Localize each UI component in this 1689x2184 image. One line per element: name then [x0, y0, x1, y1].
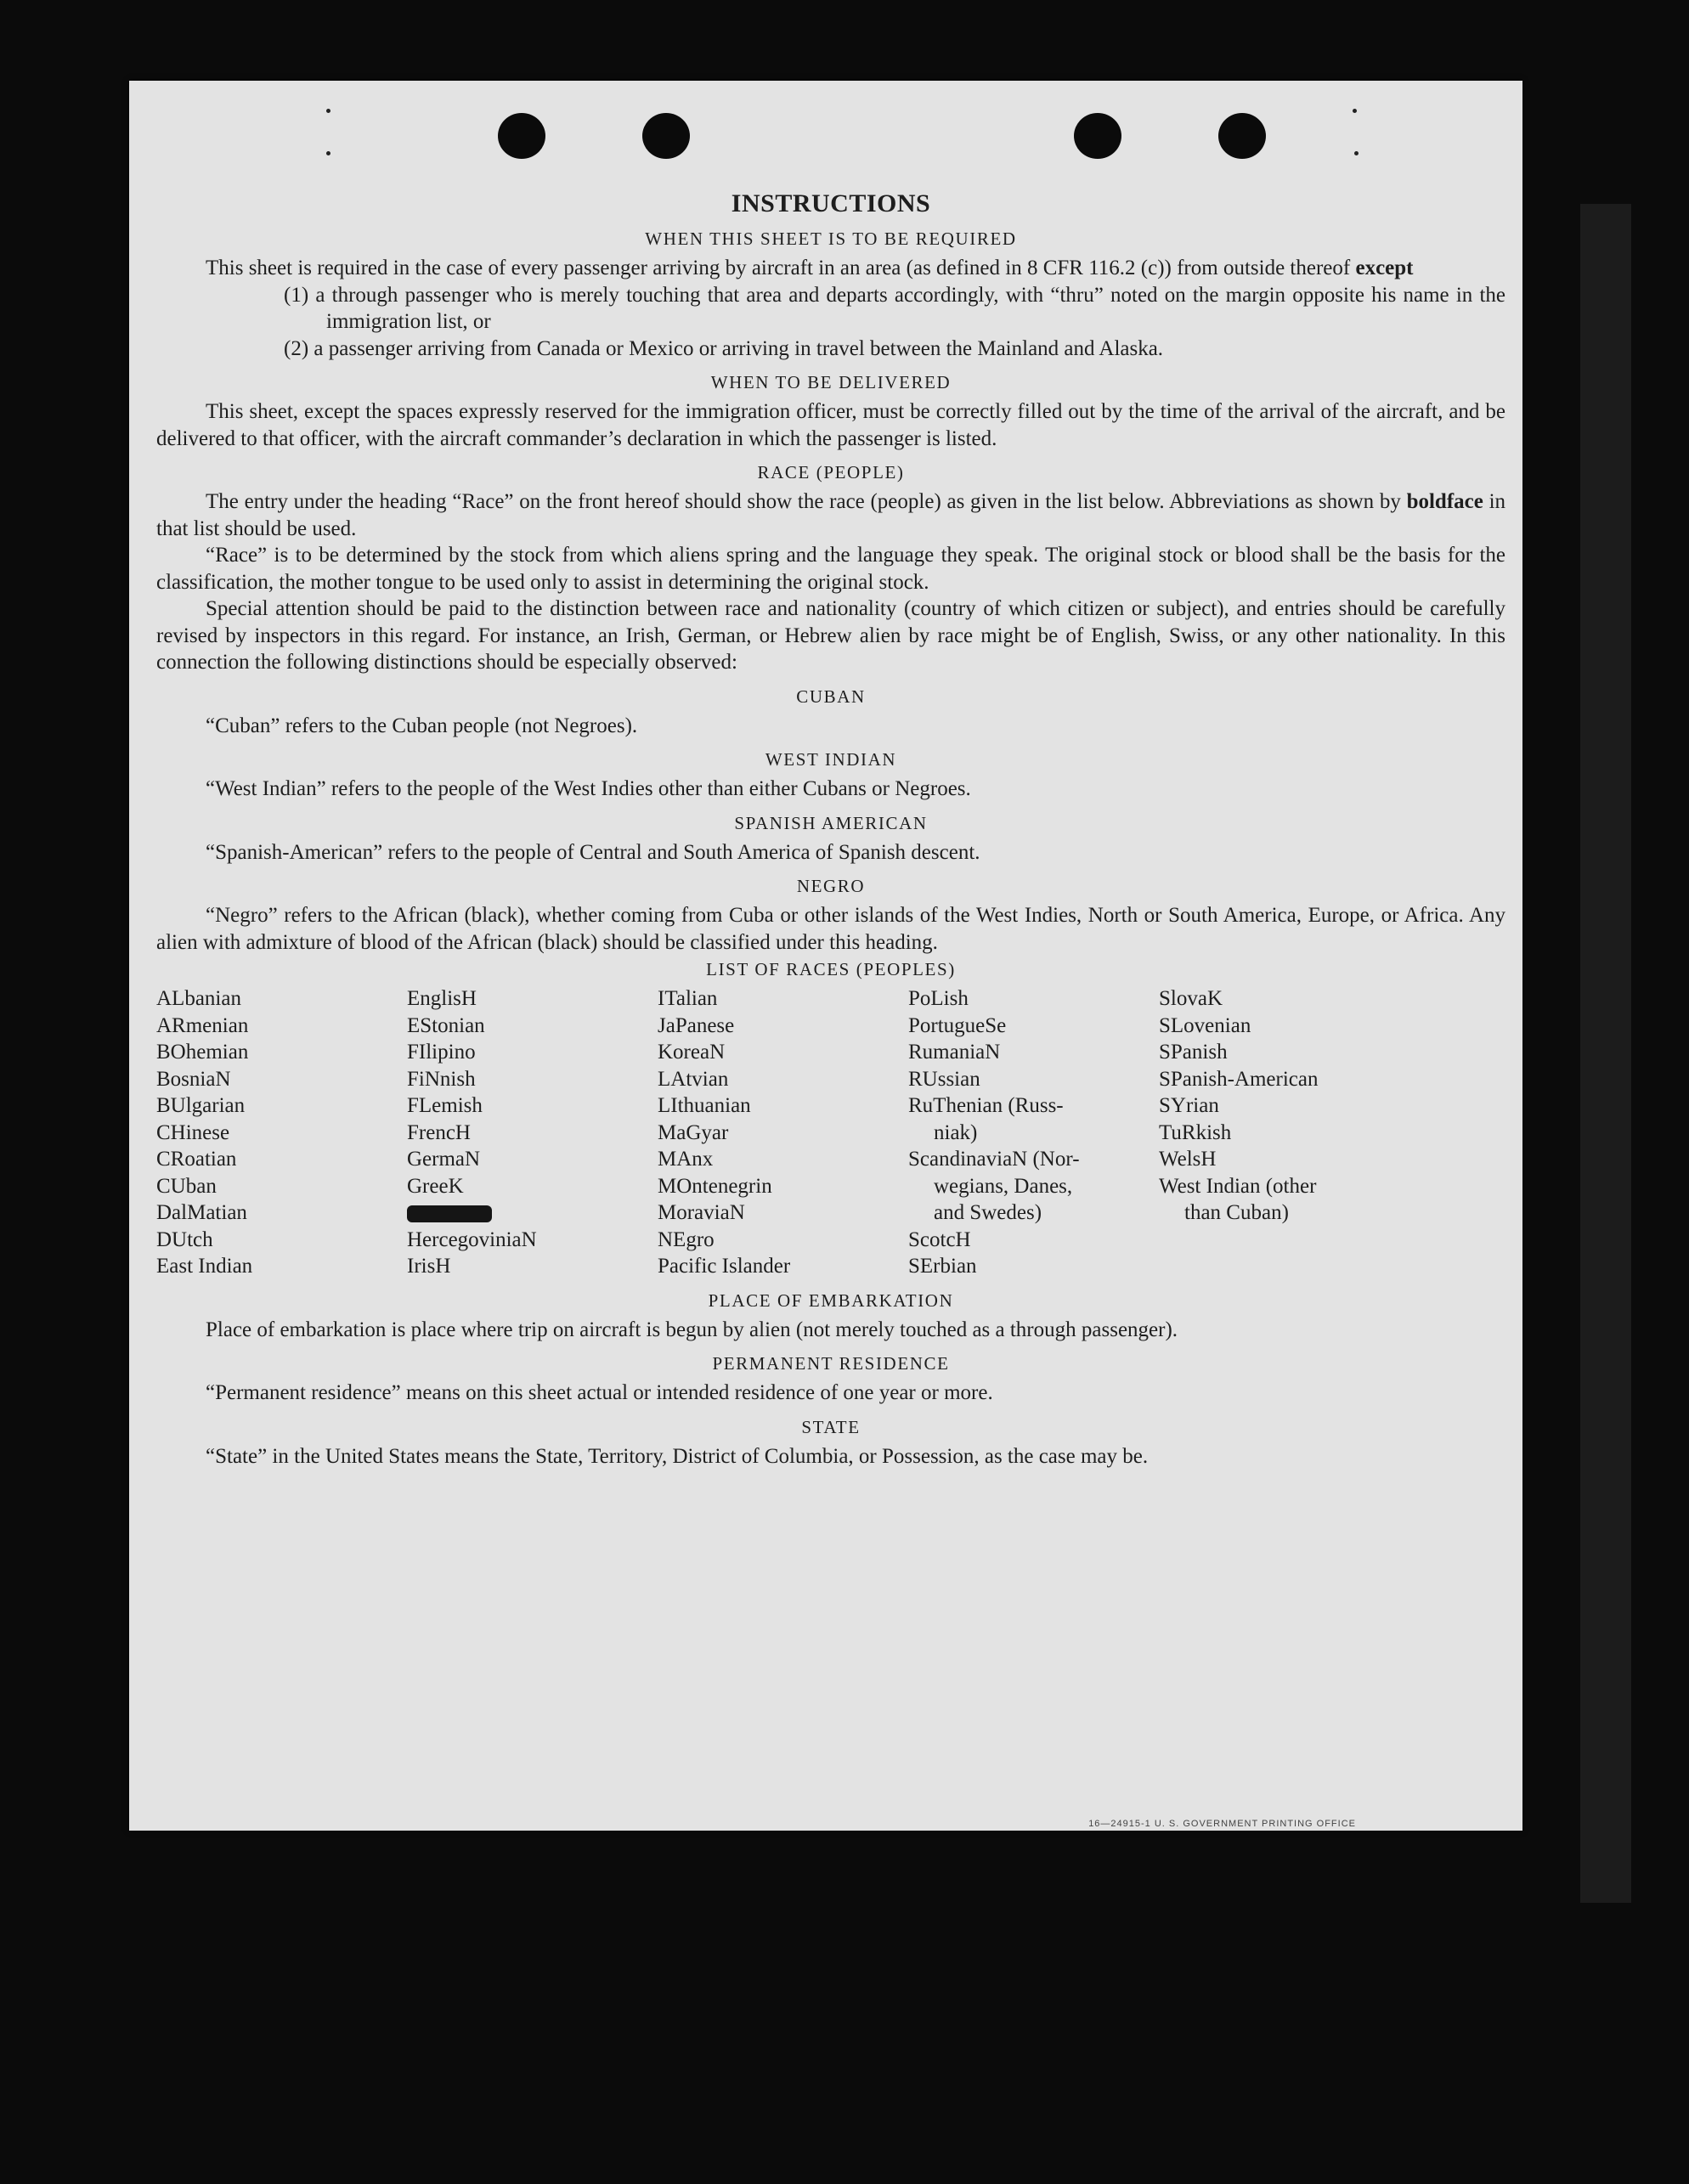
races-column-4: [908, 985, 1159, 1280]
race-entry: EStonian: [407, 1013, 485, 1037]
heading-embarkation: PLACE OF EMBARKATION: [708, 1290, 954, 1311]
race-entry-continued: than Cuban): [1184, 1201, 1289, 1224]
race-entry-continued: and Swedes): [934, 1201, 1042, 1224]
race-entry: Pacific Islander: [658, 1255, 791, 1278]
race-entry: RumaniaN: [908, 1041, 1001, 1064]
race-paragraph-3: Special attention should be paid to the distinction between race and nationality (country of which citizen or subject), and entries should be carefully revised by inspectors in this regard. For instance, an Irish, German, or Hebrew alien by race might be of English, Swiss, or any other nationality. In this connection the following distinctions should be especially observed:: [156, 597, 1505, 674]
required-intro: This sheet is required in the case of every passenger arriving by aircraft in an area (as defined in 8 CFR 116.2 (c)) from outside thereof except: [206, 257, 1414, 279]
race-entry: RuThenian (Russ-: [908, 1094, 1064, 1117]
race-entry: ITalian: [658, 987, 718, 1010]
race-paragraph-1: The entry under the heading “Race” on the front hereof should show the race (people) as given in the list below. Abbreviations as shown by boldface in that list should be used.: [156, 490, 1506, 540]
race-entry: HercegoviniaN: [407, 1227, 537, 1251]
exception-item: (2) a passenger arriving from Canada or Mexico or arriving in travel between the Mainland and Alaska.: [284, 336, 1164, 360]
race-entry: SErbian: [908, 1255, 977, 1278]
spanish-american-text: “Spanish-American” refers to the people of Central and South America of Spanish descent.: [206, 840, 980, 864]
race-entry-continued: niak): [934, 1120, 978, 1144]
race-entry: SlovaK: [1159, 987, 1223, 1010]
race-entry: JaPanese: [658, 1013, 735, 1037]
page-title: INSTRUCTIONS: [731, 189, 931, 217]
race-entry: ALbanian: [156, 987, 241, 1010]
punch-hole: [1074, 113, 1121, 159]
race-entry: RUssian: [908, 1067, 980, 1091]
state-text: “State” in the United States means the State, Territory, District of Columbia, or Possession, as the case may be.: [206, 1444, 1149, 1468]
race-entry: IrisH: [407, 1255, 451, 1278]
race-entry: SPanish: [1159, 1041, 1228, 1064]
race-entry: WelsH: [1159, 1148, 1217, 1171]
race-entry: DUtch: [156, 1227, 213, 1251]
races-column-5: [1159, 985, 1409, 1280]
race-paragraph-2: “Race” is to be determined by the stock from which aliens spring and the language they speak. The original stock or blood shall be the basis for the classification, the mother tongue to be used only to assist in determining the original stock.: [156, 544, 1505, 594]
races-column-1: [156, 985, 407, 1280]
race-entry: CUban: [156, 1174, 217, 1198]
race-entry: FrencH: [407, 1120, 471, 1144]
negro-text: “Negro” refers to the African (black), whether coming from Cuba or other islands of the West Indies, North or South America, Europe, or Africa. Any alien with admixture of blood of the African (black) should be classified under this heading.: [156, 904, 1505, 954]
race-entry: BUlgarian: [156, 1094, 246, 1117]
punch-hole: [498, 113, 545, 159]
required-exceptions: [156, 282, 1505, 363]
race-entry: EnglisH: [407, 987, 477, 1010]
heading-west-indian: WEST INDIAN: [765, 749, 897, 770]
race-entry: ScandinaviaN (Nor-: [908, 1148, 1080, 1171]
race-entry: LAtvian: [658, 1067, 729, 1091]
race-entry: BOhemian: [156, 1041, 249, 1064]
heading-list-of-races: LIST OF RACES (PEOPLES): [706, 959, 956, 979]
printer-imprint: 16—24915-1 U. S. GOVERNMENT PRINTING OFFICE: [1088, 1819, 1356, 1829]
heading-spanish-american: SPANISH AMERICAN: [734, 812, 928, 833]
race-entry: DalMatian: [156, 1201, 247, 1224]
embarkation-text: Place of embarkation is place where trip on aircraft is begun by alien (not merely touched as a through passenger).: [206, 1318, 1178, 1341]
heading-residence: PERMANENT RESIDENCE: [712, 1353, 950, 1374]
delivered-text: This sheet, except the spaces expressly reserved for the immigration officer, must be correctly filled out by the time of the arrival of the aircraft, and be delivered to that officer, with the aircraft commander’s declaration in which the passenger is listed.: [156, 400, 1505, 450]
ink-redaction: [407, 1205, 492, 1222]
speck: [1353, 109, 1357, 113]
speck: [326, 151, 330, 155]
exception-item: (1) a through passenger who is merely touching that area and departs accordingly, with “thru” noted on the margin opposite his name in the immigration list, or: [284, 283, 1505, 333]
race-entry: GreeK: [407, 1174, 464, 1198]
heading-required: WHEN THIS SHEET IS TO BE REQUIRED: [645, 229, 1017, 249]
race-entry: MoraviaN: [658, 1201, 745, 1224]
sheet-content: [156, 189, 1505, 1470]
races-column-2: [407, 985, 658, 1280]
race-entry: ScotcH: [908, 1227, 971, 1251]
race-entry: NEgro: [658, 1227, 715, 1251]
race-entry: FiNnish: [407, 1067, 476, 1091]
cuban-text: “Cuban” refers to the Cuban people (not Negroes).: [206, 714, 638, 737]
race-entry: SYrian: [1159, 1094, 1219, 1117]
heading-state: STATE: [801, 1416, 861, 1437]
race-entry: KoreaN: [658, 1041, 726, 1064]
race-entry: CHinese: [156, 1120, 230, 1144]
race-entry: LIthuanian: [658, 1094, 751, 1117]
race-entry: SLovenian: [1159, 1013, 1251, 1037]
scan-edge-strip: [1580, 204, 1631, 1903]
punch-hole: [642, 113, 690, 159]
races-list: [156, 985, 1505, 1280]
heading-negro: NEGRO: [796, 876, 866, 896]
race-entry: MOntenegrin: [658, 1174, 772, 1198]
heading-race: RACE (PEOPLE): [757, 462, 905, 483]
race-entry-continued: wegians, Danes,: [934, 1174, 1073, 1198]
race-entry: TuRkish: [1159, 1120, 1232, 1144]
race-entry: PoLish: [908, 987, 969, 1010]
race-entry: ARmenian: [156, 1013, 249, 1037]
race-entry: FLemish: [407, 1094, 483, 1117]
race-entry: FIlipino: [407, 1041, 476, 1064]
race-entry: MaGyar: [658, 1120, 729, 1144]
race-entry: PortugueSe: [908, 1013, 1007, 1037]
race-entry: MAnx: [658, 1148, 714, 1171]
west-indian-text: “West Indian” refers to the people of the West Indies other than either Cubans or Negroes.: [206, 777, 971, 800]
residence-text: “Permanent residence” means on this sheet actual or intended residence of one year or more.: [206, 1381, 993, 1404]
speck: [1354, 151, 1359, 155]
race-entry: West Indian (other: [1159, 1174, 1317, 1198]
race-entry: SPanish-American: [1159, 1067, 1319, 1091]
instruction-sheet: [129, 81, 1522, 1831]
speck: [326, 109, 330, 113]
punch-hole: [1218, 113, 1266, 159]
race-entry: East Indian: [156, 1255, 253, 1278]
heading-delivered: WHEN TO BE DELIVERED: [710, 372, 952, 392]
races-column-3: [658, 985, 908, 1280]
race-entry: BosniaN: [156, 1067, 231, 1091]
redacted-entry: [407, 1199, 658, 1227]
heading-cuban: CUBAN: [796, 686, 866, 707]
race-entry: CRoatian: [156, 1148, 237, 1171]
race-entry: GermaN: [407, 1148, 481, 1171]
